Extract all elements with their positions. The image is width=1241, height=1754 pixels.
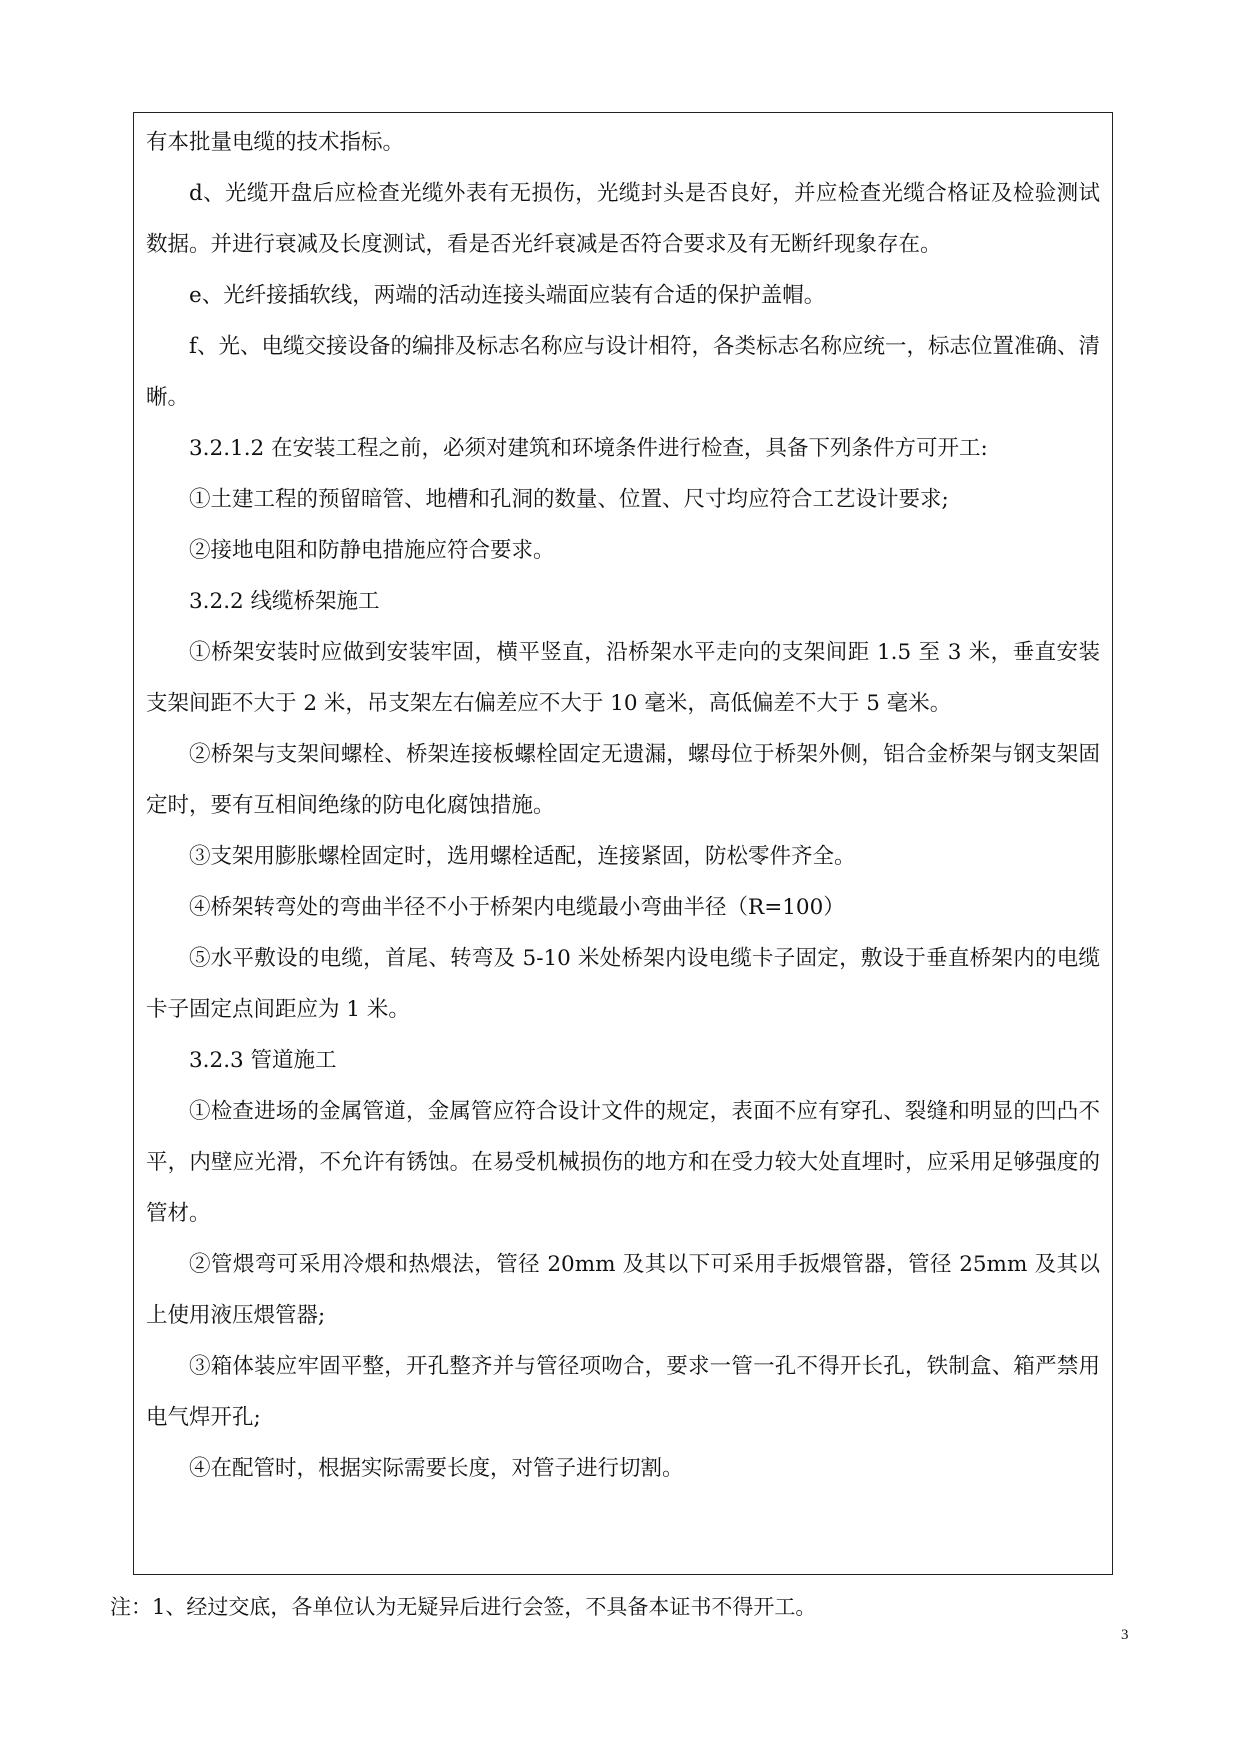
paragraph-list — [146, 117, 1100, 1494]
paragraph: ②接地电阻和防静电措施应符合要求。 — [189, 538, 555, 563]
paragraph: 3.2.2 线缆桥架施工 — [189, 589, 380, 614]
paragraph: ④在配管时，根据实际需要长度，对管子进行切割。 — [189, 1456, 684, 1481]
paragraph: ④桥架转弯处的弯曲半径不小于桥架内电缆最小弯曲半径（R=100） — [189, 895, 845, 920]
paragraph: 3.2.3 管道施工 — [189, 1048, 337, 1073]
document-content-box — [133, 112, 1113, 1575]
footer-note: 注：1、经过交底，各单位认为无疑异后进行会签，不具备本证书不得开工。 — [110, 1595, 817, 1619]
paragraph: 有本批量电缆的技术指标。 — [146, 130, 405, 155]
paragraph: ⑤水平敷设的电缆，首尾、转弯及 5-10 米处桥架内设电缆卡子固定，敷设于垂直桥架内的电缆卡子固定点间距应为 1 米。 — [146, 946, 1100, 1022]
paragraph: e、光纤接插软线，两端的活动连接头端面应装有合适的保护盖帽。 — [189, 283, 826, 308]
paragraph: ③箱体装应牢固平整，开孔整齐并与管径项吻合，要求一管一孔不得开长孔，铁制盒、箱严禁用电气焊开孔; — [146, 1354, 1100, 1430]
paragraph: 3.2.1.2 在安装工程之前，必须对建筑和环境条件进行检查，具备下列条件方可开工: — [189, 436, 988, 461]
paragraph: ③支架用膨胀螺栓固定时，选用螺栓适配，连接紧固，防松零件齐全。 — [189, 844, 856, 869]
paragraph: ②桥架与支架间螺栓、桥架连接板螺栓固定无遗漏，螺母位于桥架外侧，铝合金桥架与钢支架固定时，要有互相间绝缘的防电化腐蚀措施。 — [146, 742, 1100, 818]
paragraph: ①土建工程的预留暗管、地槽和孔洞的数量、位置、尺寸均应符合工艺设计要求; — [189, 487, 949, 512]
paragraph: d、光缆开盘后应检查光缆外表有无损伤，光缆封头是否良好，并应检查光缆合格证及检验测试数据。并进行衰减及长度测试，看是否光纤衰减是否符合要求及有无断纤现象存在。 — [146, 181, 1100, 257]
page-number: 3 — [1121, 1627, 1129, 1643]
paragraph: f、光、电缆交接设备的编排及标志名称应与设计相符，各类标志名称应统一，标志位置准确、清晰。 — [146, 334, 1100, 410]
paragraph: ①检查进场的金属管道，金属管应符合设计文件的规定，表面不应有穿孔、裂缝和明显的凹凸不平，内壁应光滑，不允许有锈蚀。在易受机械损伤的地方和在受力较大处直埋时，应采用足够强度的管材。 — [146, 1099, 1100, 1226]
paragraph: ①桥架安装时应做到安装牢固，横平竖直，沿桥架水平走向的支架间距 1.5 至 3 米，垂直安装支架间距不大于 2 米，吊支架左右偏差应不大于 10 毫米，高低偏差不大于 5 毫米。 — [146, 640, 1100, 716]
paragraph: ②管煨弯可采用冷煨和热煨法，管径 20mm 及其以下可采用手扳煨管器，管径 25mm 及其以上使用液压煨管器; — [146, 1252, 1100, 1328]
